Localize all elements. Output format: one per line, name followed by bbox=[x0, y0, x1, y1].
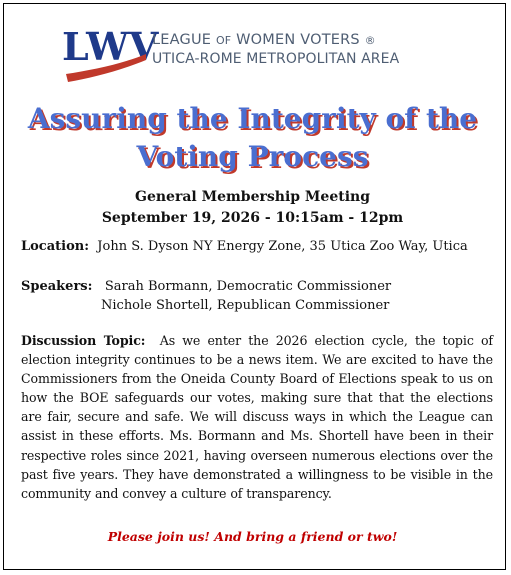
lwv-logo bbox=[62, 24, 452, 90]
lwv-logo-letters: LWV bbox=[62, 24, 159, 69]
flyer-title: Assuring the Integrity of the Voting Process bbox=[27, 102, 478, 173]
logo-area-name: UTICA-ROME METROPOLITAN AREA bbox=[152, 51, 400, 67]
speaker-item: Sarah Bormann, Democratic Commissioner bbox=[104, 279, 392, 294]
discussion-label: Discussion Topic: bbox=[21, 333, 146, 348]
speakers-label: Speakers: bbox=[21, 279, 93, 294]
logo-org-name: LEAGUE OF WOMEN VOTERS ® bbox=[152, 32, 376, 48]
closing-invitation: Please join us! And bring a friend or two! bbox=[107, 529, 398, 544]
location-value: John S. Dyson NY Energy Zone, 35 Utica Zoo Way, Utica bbox=[97, 239, 468, 254]
lwv-logo-mark bbox=[62, 24, 159, 88]
meeting-datetime: September 19, 2026 - 10:15am - 12pm bbox=[101, 210, 404, 226]
discussion-topic bbox=[21, 331, 493, 503]
meeting-info bbox=[10, 187, 495, 229]
speaker-item: Nichole Shortell, Republican Commissioner bbox=[101, 298, 390, 313]
speakers-line bbox=[21, 277, 391, 296]
location-line bbox=[21, 237, 468, 256]
discussion-text: As we enter the 2026 election cycle, the topic of election integrity continues to be a news item. We are excited to have the Commissioners from the Oneida County Board of Elections speak to us on how the BOE safeguards our votes, making sure that that the elections are fair, secure and safe. We will discuss ways in which the League can assist in these efforts. Ms. Bormann and Ms. Shortell have been in their respective roles since 2021, having overseen numerous elections over the past five years. They have demonstrated a willingness to be visible in the community and convey a culture of transparency. bbox=[21, 333, 493, 501]
location-label: Location: bbox=[21, 239, 90, 254]
meeting-name: General Membership Meeting bbox=[135, 189, 370, 205]
